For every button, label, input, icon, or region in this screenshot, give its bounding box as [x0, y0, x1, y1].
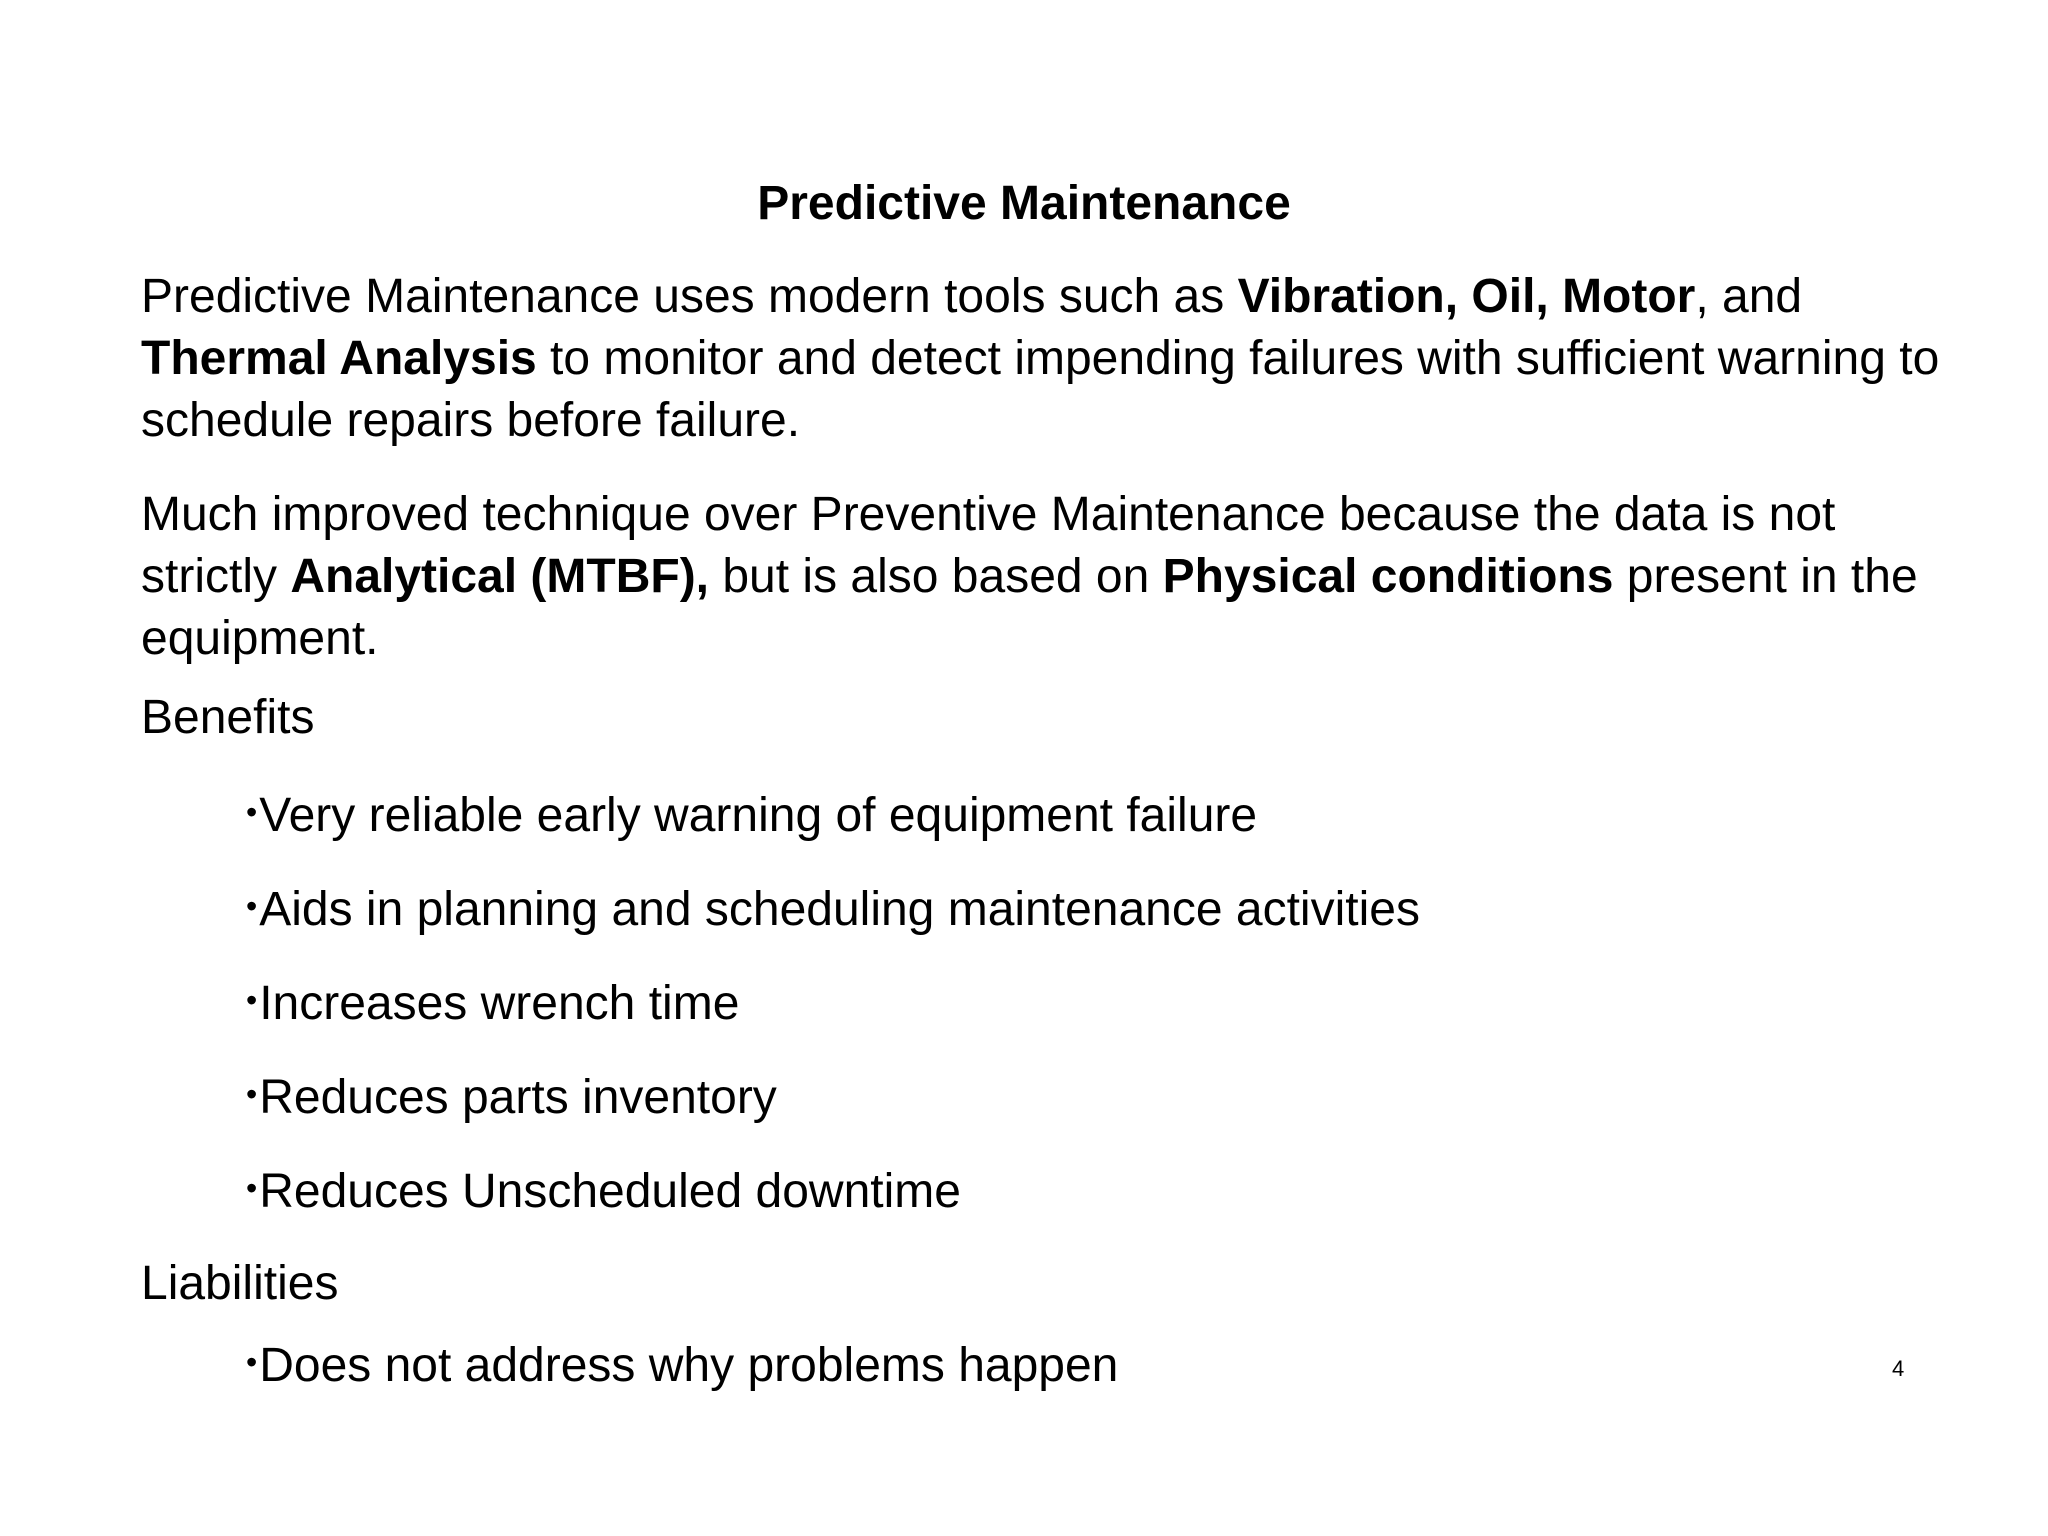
benefit-text: Increases wrench time: [259, 977, 740, 1030]
comparison-text-1: Much improved technique over Preventive Maintenance because the data is not strictly: [141, 488, 1836, 603]
benefit-item: [246, 972, 739, 1032]
bullet-icon: •: [246, 888, 258, 924]
comparison-text-3: present in the equipment.: [141, 550, 1918, 665]
bullet-icon: •: [246, 1076, 258, 1112]
comparison-bold-physical: Physical conditions: [1162, 550, 1614, 603]
benefit-text: Very reliable early warning of equipment failure: [259, 789, 1258, 842]
benefit-item: [246, 878, 1420, 938]
intro-bold-thermal: Thermal Analysis: [141, 332, 537, 385]
bullet-icon: •: [246, 1344, 258, 1380]
comparison-bold-analytical: Analytical (MTBF),: [290, 550, 710, 603]
liability-text: Does not address why problems happen: [259, 1339, 1119, 1392]
comparison-paragraph: [141, 484, 1941, 670]
comparison-text-2: but is also based on: [709, 550, 1163, 603]
page-number: 4: [1892, 1356, 1905, 1381]
bullet-icon: •: [246, 1170, 258, 1206]
benefit-item: [246, 1160, 961, 1220]
benefits-heading: Benefits: [141, 691, 315, 744]
liability-item: [246, 1334, 1118, 1394]
benefit-text: Reduces parts inventory: [259, 1071, 777, 1124]
benefit-text: Aids in planning and scheduling maintenance activities: [259, 883, 1420, 936]
intro-bold-tools: Vibration, Oil, Motor: [1237, 270, 1696, 323]
bullet-icon: •: [246, 794, 258, 830]
benefit-item: [246, 1066, 777, 1126]
benefit-item: [246, 784, 1257, 844]
benefit-text: Reduces Unscheduled downtime: [259, 1165, 961, 1218]
bullet-icon: •: [246, 982, 258, 1018]
intro-text-3: to monitor and detect impending failures with sufficient warning to schedule repairs before failure.: [141, 332, 1940, 447]
intro-text-1: Predictive Maintenance uses modern tools such as: [141, 270, 1238, 323]
slide-title: Predictive Maintenance: [757, 177, 1291, 230]
liabilities-heading: Liabilities: [141, 1257, 339, 1310]
intro-paragraph: [141, 266, 1941, 452]
intro-text-2: , and: [1695, 270, 1803, 323]
